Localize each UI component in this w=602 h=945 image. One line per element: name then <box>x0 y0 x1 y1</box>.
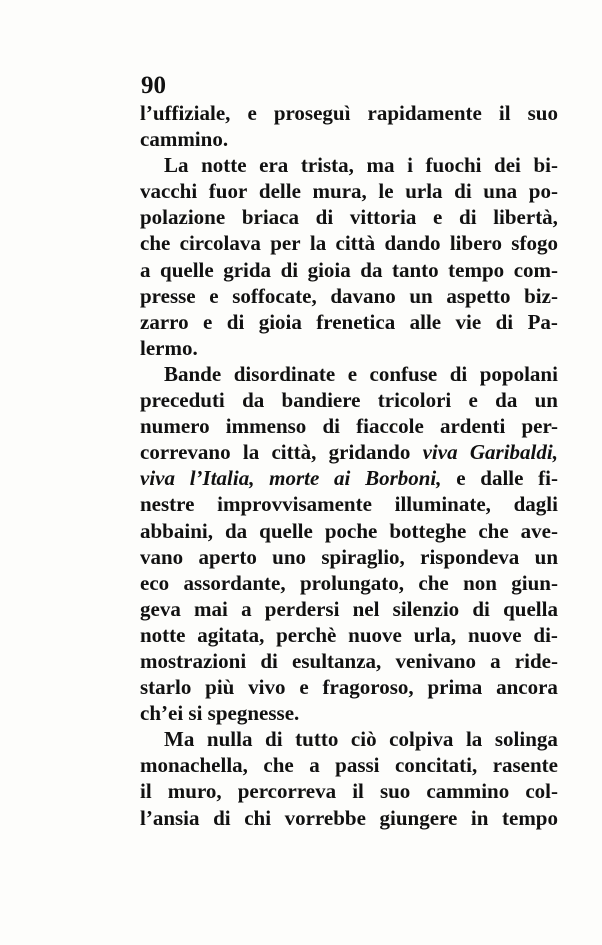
text-line: starlo più vivo e fragoroso, prima ancora <box>140 675 558 700</box>
page-number: 90 <box>141 72 166 99</box>
text-line: notte agitata, perchè nuove urla, nuove di- <box>140 622 558 647</box>
text-line: geva mai a perdersi nel silenzio di quella <box>140 596 558 621</box>
text-line: l’ansia di chi vorrebbe giungere in tempo <box>140 805 558 830</box>
text-line: lermo. <box>140 335 198 360</box>
text-line: monachella, che a passi concitati, rasente <box>140 753 558 778</box>
text-line: vacchi fuor delle mura, le urla di una po- <box>140 179 558 204</box>
text-line: viva l’Italia, morte ai Borboni, e dalle fi- <box>140 466 558 491</box>
text-line: polazione briaca di vittoria e di libertà, <box>140 205 558 230</box>
body-text <box>140 100 558 831</box>
text-line: il muro, percorreva il suo cammino col- <box>140 779 558 804</box>
text-line: eco assordante, prolungato, che non giun- <box>140 570 558 595</box>
text-line: correvano la città, gridando viva Garibaldi, <box>140 440 558 465</box>
text-line: ch’ei si spegnesse. <box>140 701 300 726</box>
text-line: l’uffiziale, e proseguì rapidamente il suo <box>140 101 558 125</box>
text-line: mostrazioni di esultanza, venivano a ride- <box>140 648 558 673</box>
text-line: a quelle grida di gioia da tanto tempo com- <box>140 257 558 282</box>
text-line: cammino. <box>140 127 229 152</box>
text-line: presse e soffocate, davano un aspetto biz- <box>140 283 558 308</box>
text-line: La notte era trista, ma i fuochi dei bi- <box>164 153 558 178</box>
text-line: che circolava per la città dando libero sfogo <box>140 231 558 256</box>
text-line: Ma nulla di tutto ciò colpiva la solinga <box>164 727 558 752</box>
text-line: preceduti da bandiere tricolori e da un <box>140 388 558 413</box>
text-line: vano aperto uno spiraglio, rispondeva un <box>140 544 558 569</box>
text-line: abbaini, da quelle poche botteghe che ave- <box>140 518 558 543</box>
text-line: zarro e di gioia frenetica alle vie di Pa- <box>140 309 558 334</box>
text-line: Bande disordinate e confuse di popolani <box>164 361 558 386</box>
text-line: numero immenso di fiaccole ardenti per- <box>140 414 558 439</box>
text-line: nestre improvvisamente illuminate, dagli <box>140 492 558 517</box>
